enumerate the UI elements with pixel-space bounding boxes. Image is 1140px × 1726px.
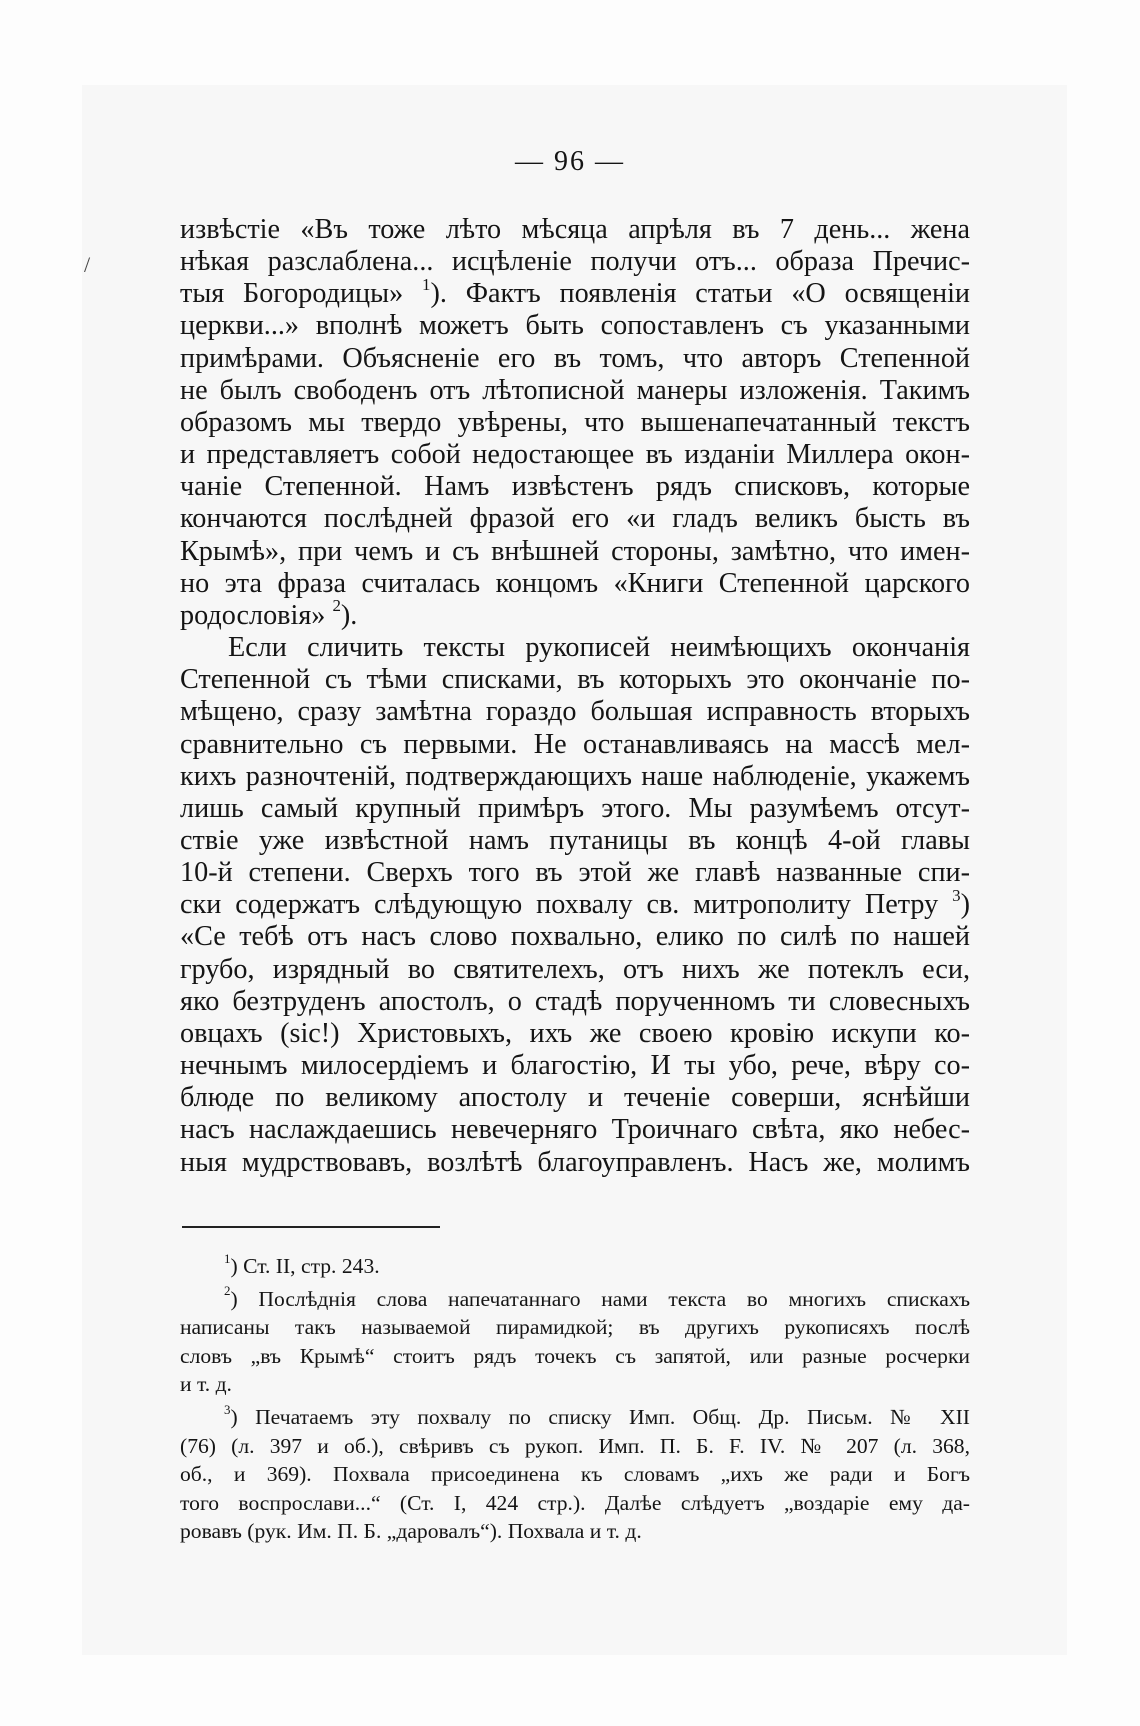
footnote-2 [180, 1285, 970, 1399]
text-line: церкви...» вполнѣ можетъ быть сопоставленъ съ указанными [180, 310, 970, 342]
footnote-line [180, 1403, 970, 1432]
text-line: нѣкая разслаблена... исцѣленіе получи отъ... образа Пречис- [180, 246, 970, 278]
text-segment: тыя Богородицы» [180, 278, 404, 310]
text-line [180, 885, 970, 921]
text-line: Крымѣ», при чемъ и съ внѣшней стороны, замѣтно, что имен- [180, 535, 970, 567]
footnote-line: об., и 369). Похвала присоединена къ словамъ „ихъ же ради и Богъ [180, 1462, 970, 1487]
text-segment: родословія» [180, 599, 326, 631]
footnotes [180, 1252, 970, 1546]
text-line [180, 596, 970, 632]
text-line: мѣщено, сразу замѣтна гораздо большая исправность вторыхъ [180, 696, 970, 728]
text-line [180, 274, 971, 310]
text-line: извѣстіе «Въ тоже лѣто мѣсяца апрѣля въ 7 день... жена [180, 214, 970, 245]
footnote-ref: 2 [332, 596, 341, 616]
text-line: Если сличить тексты рукописей неимѣющихъ окончанія [228, 632, 970, 664]
text-line: образомъ мы твердо увѣрены, что вышенапечатанный текстъ [180, 406, 970, 438]
text-segment: ). Фактъ появленія статьи «О освященіи [430, 278, 971, 310]
text-line: насъ наслаждаешись невечерняго Троичнаго свѣта, яко небес- [180, 1114, 970, 1146]
text-line: блюде по великому апостолу и теченіе соверши, яснѣйши [180, 1082, 970, 1114]
page-number: — 96 — [515, 146, 625, 177]
footnote-line [180, 1285, 970, 1314]
text-segment: ски содержатъ слѣдующую похвалу св. митрополиту Петру [180, 889, 939, 921]
text-line: кончаются послѣдней фразой его «и гладъ великъ бысть въ [180, 503, 970, 535]
main-text [180, 214, 970, 1179]
text-line: сравнительно съ первыми. Не останавливаясь на массѣ мел- [180, 728, 970, 760]
footnote-line [180, 1252, 970, 1281]
footnote-separator [182, 1226, 440, 1228]
footnote-line: словъ „въ Крымѣ“ стоитъ рядъ точекъ съ запятой, или разные росчерки [180, 1343, 970, 1368]
text-line: нечнымъ милосердіемъ и благостію, И ты убо, рече, вѣру со- [180, 1050, 970, 1082]
text-line: кихъ разночтеній, подтверждающихъ наше наблюденіе, укажемъ [180, 760, 970, 792]
text-segment: ) Послѣднія слова напечатаннаго нами текста во многихъ спискахъ [230, 1286, 970, 1311]
text-line: Степенной съ тѣми списками, въ которыхъ это окончаніе по- [180, 664, 970, 696]
footnote-mark: 3 [224, 1401, 231, 1417]
margin-pencil-mark: / [84, 252, 91, 277]
text-line: грубо, изрядный во святителехъ, отъ нихъ же потеклъ еси, [180, 953, 970, 985]
footnote-line: написаны такъ называемой пирамидкой; въ другихъ рукописяхъ послѣ [180, 1315, 970, 1340]
text-line: 10-й степени. Сверхъ того въ этой же главѣ названные спи- [180, 857, 970, 889]
footnote-mark: 2 [224, 1283, 231, 1299]
footnote-line: ровавъ (рук. Им. П. Б. „даровалъ“). Похвала и т. д. [180, 1519, 642, 1544]
text-segment: ) Печатаемъ эту похвалу по списку Имп. Общ. Др. Письм. № XII [230, 1404, 970, 1429]
text-line: яко безтруденъ апостолъ, о стадѣ порученномъ ти словесныхъ [180, 985, 970, 1017]
text-line: примѣрами. Объясненіе его въ томъ, что авторъ Степенной [180, 342, 970, 374]
footnote-line: и т. д. [180, 1372, 232, 1397]
text-line: овцахъ (sic!) Христовыхъ, ихъ же своею кровію искупи ко- [180, 1017, 970, 1049]
text-line: «Се тебѣ отъ насъ слово похвально, елико по силѣ по нашей [180, 921, 970, 953]
text-line: и представляетъ собой недостающее въ изданіи Миллера окон- [180, 439, 970, 471]
text-line: не былъ свободенъ отъ лѣтописной манеры изложенія. Такимъ [180, 374, 970, 406]
text-segment: ). [340, 599, 358, 631]
footnote-line: (76) (л. 397 и об.), свѣривъ съ рукоп. Имп. П. Б. F. IV. № 207 (л. 368, [180, 1433, 970, 1458]
footnote-3 [180, 1403, 970, 1546]
text-line: чаніе Степенной. Намъ извѣстенъ рядъ списковъ, которые [180, 471, 970, 503]
text-line: ныя мудрствовавъ, возлѣтѣ благоуправленъ. Насъ же, молимъ [180, 1146, 970, 1178]
text-line: но эта фраза считалась концомъ «Книги Степенной царского [180, 567, 970, 599]
footnote-line: того воспрослави...“ (Ст. I, 424 стр.). Далѣе слѣдуетъ „воздаріе ему да- [180, 1490, 970, 1515]
footnote-mark: 1 [224, 1250, 231, 1266]
text-line: лишь самый крупный примѣръ этого. Мы разумѣемъ отсут- [180, 792, 970, 824]
footnote-1 [180, 1252, 970, 1281]
footnote-ref: 1 [422, 274, 431, 294]
text-segment: ) Ст. II, стр. 243. [230, 1254, 380, 1278]
text-line: ствіе уже извѣстной намъ путаницы въ концѣ 4-ой главы [180, 824, 970, 856]
text-segment: ) [960, 889, 970, 921]
footnote-ref: 3 [952, 885, 961, 905]
